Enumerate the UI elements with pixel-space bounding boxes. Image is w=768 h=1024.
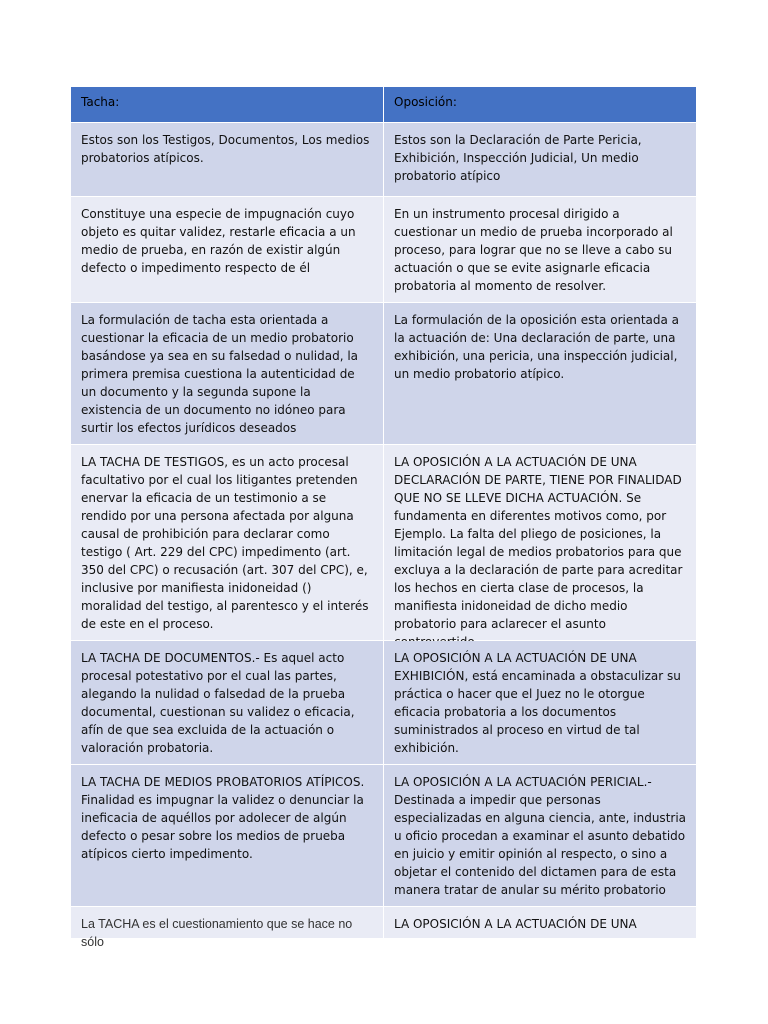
oposicion-cell-7: LA OPOSICIÓN A LA ACTUACIÓN DE UNA	[384, 907, 697, 939]
header-oposicion: Oposición:	[384, 87, 697, 123]
tacha-cell-7: La TACHA es el cuestionamiento que se hace no sólo	[71, 907, 384, 939]
tacha-cell-1: Estos son los Testigos, Documentos, Los medios probatorios atípicos.	[71, 123, 384, 197]
oposicion-cell-2: En un instrumento procesal dirigido a cuestionar un medio de prueba incorporado al proceso, para lograr que no se lleve a cabo su actuación o que se evite asignarle eficacia probatoria al momento de resolver.	[384, 197, 697, 303]
tacha-cell-6: LA TACHA DE MEDIOS PROBATORIOS ATÍPICOS. Finalidad es impugnar la validez o denunciar la ineficacia de aquéllos por adolecer de algún defecto o pesar sobre los medios de prueba atípicos cierto impedimento.	[71, 765, 384, 907]
comparison-table	[71, 87, 697, 949]
tacha-cell-2: Constituye una especie de impugnación cuyo objeto es quitar validez, restarle eficacia a un medio de prueba, en razón de existir algún defecto o impedimento respecto de él	[71, 197, 384, 303]
oposicion-cell-3: La formulación de la oposición esta orientada a la actuación de: Una declaración de parte, una exhibición, una pericia, una inspección judicial, un medio probatorio atípico.	[384, 303, 697, 445]
oposicion-cell-1: Estos son la Declaración de Parte Pericia, Exhibición, Inspección Judicial, Un medio probatorio atípico	[384, 123, 697, 197]
tacha-cell-3: La formulación de tacha esta orientada a cuestionar la eficacia de un medio probatorio basándose ya sea en su falsedad o nulidad, la primera premisa cuestiona la autenticidad de un documento y la segunda supone la existencia de un documento no idóneo para surtir los efectos jurídicos deseados	[71, 303, 384, 445]
oposicion-cell-6: LA OPOSICIÓN A LA ACTUACIÓN PERICIAL.- Destinada a impedir que personas especializadas en alguna ciencia, ante, industria u oficio procedan a examinar el asunto debatido en juicio y emitir opinión al respecto, o sino a objetar el contenido del dictamen para de esta manera tratar de anular su mérito probatorio	[384, 765, 697, 907]
header-tacha: Tacha:	[71, 87, 384, 123]
tacha-cell-4: LA TACHA DE TESTIGOS, es un acto procesal facultativo por el cual los litigantes pretenden enervar la eficacia de un testimonio a se rendido por una persona afectada por alguna causal de prohibición para declarar como testigo ( Art. 229 del CPC) impedimento (art. 350 del CPC) o recusación (art. 307 del CPC), e, inclusive por manifiesta inidoneidad () moralidad del testigo, al parentesco y el interés de este en el proceso.	[71, 445, 384, 641]
oposicion-cell-4: LA OPOSICIÓN A LA ACTUACIÓN DE UNA DECLARACIÓN DE PARTE, TIENE POR FINALIDAD QUE NO SE LLEVE DICHA ACTUACIÓN. Se fundamenta en diferentes motivos como, por Ejemplo. La falta del pliego de posiciones, la limitación legal de medios probatorios para que excluya a la declaración de parte para acreditar los hechos en cierta clase de procesos, la manifiesta inidoneidad de dicho medio probatorio para aclarecer el asunto	[384, 445, 697, 641]
oposicion-cell-5: LA OPOSICIÓN A LA ACTUACIÓN DE UNA EXHIBICIÓN, está encaminada a obstaculizar su práctica o hacer que el Juez no le otorgue eficacia probatoria a los documentos suministrados al proceso en virtud de tal exhibición.	[384, 641, 697, 765]
tacha-cell-5: LA TACHA DE DOCUMENTOS.- Es aquel acto procesal potestativo por el cual las partes, alegando la nulidad o falsedad de la prueba documental, cuestionan su validez o eficacia, afín de que sea excluida de la actuación o valoración probatoria.	[71, 641, 384, 765]
